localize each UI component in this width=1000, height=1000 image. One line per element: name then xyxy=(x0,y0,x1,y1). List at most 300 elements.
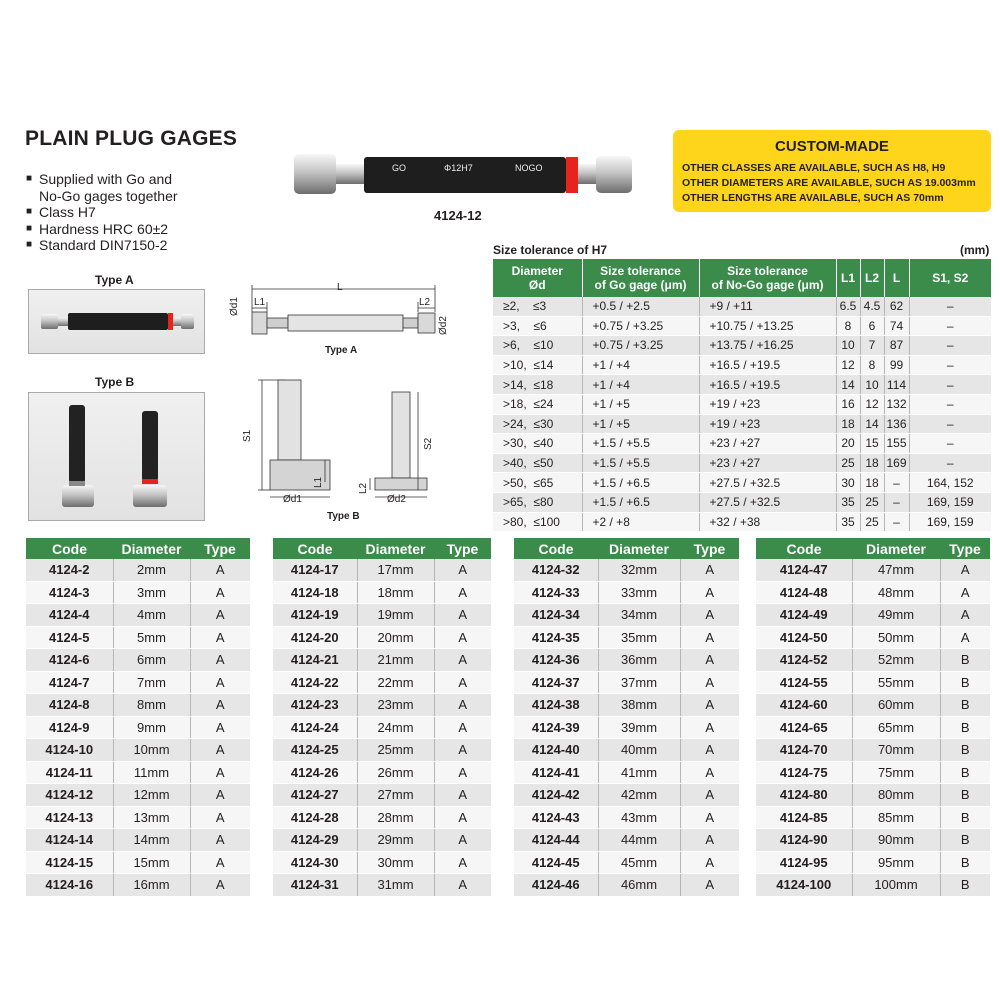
cell-code: 4124-27 xyxy=(273,784,357,807)
cell-diameter: 17mm xyxy=(357,559,434,581)
header-code: Code xyxy=(756,538,852,559)
cell-type: B xyxy=(940,716,990,739)
tolerance-cell-d: ≥2, ≤3 xyxy=(493,297,582,316)
cell-type: A xyxy=(680,649,739,672)
tolerance-row xyxy=(493,375,991,395)
cell-diameter: 55mm xyxy=(852,671,940,694)
tolerance-row xyxy=(493,394,991,414)
cell-code: 4124-8 xyxy=(26,694,113,717)
cell-code: 4124-7 xyxy=(26,671,113,694)
table-row xyxy=(26,581,250,604)
cell-code: 4124-11 xyxy=(26,761,113,784)
bullet-icon: ■ xyxy=(26,206,33,217)
dim-s2-label: S2 xyxy=(423,437,434,450)
cell-diameter: 12mm xyxy=(113,784,190,807)
tolerance-cell-l1: 30 xyxy=(836,473,860,493)
type-b-drawing-caption: Type B xyxy=(327,511,360,522)
tolerance-cell-l1: 18 xyxy=(836,414,860,434)
cell-diameter: 3mm xyxy=(113,581,190,604)
cell-type: B xyxy=(940,671,990,694)
cell-type: B xyxy=(940,784,990,807)
table-row xyxy=(26,559,250,581)
cell-type: A xyxy=(680,581,739,604)
cell-code: 4124-17 xyxy=(273,559,357,581)
table-row xyxy=(756,649,990,672)
tolerance-cell-l: 114 xyxy=(884,375,909,395)
cell-type: A xyxy=(190,716,250,739)
cell-diameter: 18mm xyxy=(357,581,434,604)
tolerance-cell-l1: 10 xyxy=(836,336,860,356)
cell-type: A xyxy=(434,694,491,717)
cell-code: 4124-16 xyxy=(26,874,113,897)
table-row xyxy=(514,851,739,874)
cell-diameter: 15mm xyxy=(113,851,190,874)
cell-diameter: 46mm xyxy=(598,874,680,897)
table-row xyxy=(756,806,990,829)
tolerance-row xyxy=(493,512,991,532)
tolerance-cell-l2: 7 xyxy=(860,336,884,356)
type-b-photo xyxy=(28,392,205,521)
dim-l2-label: L2 xyxy=(419,297,431,308)
cell-diameter: 85mm xyxy=(852,806,940,829)
tolerance-cell-s: – xyxy=(909,453,991,473)
table-row xyxy=(26,761,250,784)
cell-code: 4124-52 xyxy=(756,649,852,672)
tolerance-cell-s: – xyxy=(909,375,991,395)
table-row xyxy=(273,649,491,672)
cell-diameter: 52mm xyxy=(852,649,940,672)
cell-type: A xyxy=(190,806,250,829)
tolerance-row xyxy=(493,473,991,493)
type-b-drawing xyxy=(240,370,450,520)
table-row xyxy=(26,649,250,672)
tolerance-table xyxy=(493,259,991,532)
cell-diameter: 28mm xyxy=(357,806,434,829)
tolerance-cell-d: >80, ≤100 xyxy=(493,512,582,532)
cell-type: A xyxy=(680,851,739,874)
tolerance-cell-d: >18, ≤24 xyxy=(493,394,582,414)
custom-made-box xyxy=(673,130,991,212)
tolerance-cell-go: +1 / +5 xyxy=(582,394,699,414)
cell-code: 4124-37 xyxy=(514,671,598,694)
table-row xyxy=(514,626,739,649)
tolerance-cell-l1: 25 xyxy=(836,453,860,473)
table-row xyxy=(273,806,491,829)
cell-type: A xyxy=(940,581,990,604)
cell-diameter: 29mm xyxy=(357,829,434,852)
tolerance-cell-l2: 10 xyxy=(860,375,884,395)
cell-diameter: 70mm xyxy=(852,739,940,762)
size-mark: Φ12H7 xyxy=(444,163,473,173)
cell-diameter: 21mm xyxy=(357,649,434,672)
header-type: Type xyxy=(940,538,990,559)
cell-diameter: 22mm xyxy=(357,671,434,694)
feature-item: ■ Class H7 xyxy=(26,204,96,220)
cell-type: A xyxy=(434,739,491,762)
tolerance-cell-l: 155 xyxy=(884,434,909,454)
cell-type: A xyxy=(680,739,739,762)
bullet-icon: ■ xyxy=(26,239,33,250)
cell-code: 4124-55 xyxy=(756,671,852,694)
table-row xyxy=(273,581,491,604)
header-diameter: Diameter xyxy=(113,538,190,559)
cell-code: 4124-34 xyxy=(514,604,598,627)
cell-diameter: 7mm xyxy=(113,671,190,694)
tolerance-row xyxy=(493,316,991,336)
cell-diameter: 50mm xyxy=(852,626,940,649)
tolerance-cell-l: 132 xyxy=(884,394,909,414)
cell-code: 4124-9 xyxy=(26,716,113,739)
table-row xyxy=(273,761,491,784)
cell-type: A xyxy=(190,851,250,874)
table-row xyxy=(273,874,491,897)
cell-code: 4124-12 xyxy=(26,784,113,807)
cell-type: A xyxy=(680,874,739,897)
cell-diameter: 31mm xyxy=(357,874,434,897)
cell-code: 4124-75 xyxy=(756,761,852,784)
cell-type: A xyxy=(680,604,739,627)
cell-type: A xyxy=(434,559,491,581)
tolerance-caption: Size tolerance of H7 xyxy=(493,243,608,257)
header-diameter: Diameter Ød xyxy=(493,259,582,297)
cell-diameter: 39mm xyxy=(598,716,680,739)
tolerance-cell-l: 99 xyxy=(884,355,909,375)
cell-code: 4124-21 xyxy=(273,649,357,672)
go-mark: GO xyxy=(392,163,407,173)
cell-code: 4124-85 xyxy=(756,806,852,829)
tolerance-cell-s: – xyxy=(909,434,991,454)
cell-code: 4124-47 xyxy=(756,559,852,581)
cell-type: A xyxy=(434,604,491,627)
cell-type: A xyxy=(680,626,739,649)
table-row xyxy=(514,694,739,717)
tolerance-cell-l1: 14 xyxy=(836,375,860,395)
cell-type: A xyxy=(190,761,250,784)
cell-diameter: 19mm xyxy=(357,604,434,627)
tolerance-cell-l2: 18 xyxy=(860,473,884,493)
table-row xyxy=(514,784,739,807)
cell-code: 4124-65 xyxy=(756,716,852,739)
header-l1: L1 xyxy=(836,259,860,297)
cell-diameter: 26mm xyxy=(357,761,434,784)
feature-list xyxy=(26,171,178,254)
tolerance-cell-l2: 15 xyxy=(860,434,884,454)
header-nogo-tolerance: Size tolerance of No-Go gage (μm) xyxy=(699,259,836,297)
tolerance-cell-l1: 12 xyxy=(836,355,860,375)
tolerance-cell-go: +0.5 / +2.5 xyxy=(582,297,699,316)
table-row xyxy=(273,559,491,581)
tolerance-cell-d: >65, ≤80 xyxy=(493,492,582,512)
cell-diameter: 4mm xyxy=(113,604,190,627)
cell-diameter: 11mm xyxy=(113,761,190,784)
custom-line: OTHER CLASSES ARE AVAILABLE, SUCH AS H8, H9 xyxy=(682,162,946,174)
cell-type: A xyxy=(190,559,250,581)
cell-type: A xyxy=(190,649,250,672)
table-row xyxy=(756,761,990,784)
product-code: 4124-12 xyxy=(434,208,482,223)
cell-type: A xyxy=(940,604,990,627)
cell-code: 4124-30 xyxy=(273,851,357,874)
cell-diameter: 38mm xyxy=(598,694,680,717)
table-row xyxy=(514,604,739,627)
cell-type: A xyxy=(434,649,491,672)
table-row xyxy=(514,559,739,581)
tolerance-cell-nogo: +32 / +38 xyxy=(699,512,836,532)
cell-diameter: 40mm xyxy=(598,739,680,762)
table-row xyxy=(756,716,990,739)
tolerance-cell-s: – xyxy=(909,336,991,356)
cell-code: 4124-3 xyxy=(26,581,113,604)
cell-code: 4124-5 xyxy=(26,626,113,649)
table-row xyxy=(756,626,990,649)
tolerance-row xyxy=(493,492,991,512)
tolerance-cell-d: >3, ≤6 xyxy=(493,316,582,336)
tolerance-cell-nogo: +16.5 / +19.5 xyxy=(699,375,836,395)
dim-b-l1-label: L1 xyxy=(313,476,324,488)
cell-type: A xyxy=(680,559,739,581)
cell-diameter: 60mm xyxy=(852,694,940,717)
tolerance-cell-l2: 14 xyxy=(860,414,884,434)
table-row xyxy=(756,581,990,604)
cell-diameter: 30mm xyxy=(357,851,434,874)
cell-code: 4124-49 xyxy=(756,604,852,627)
cell-diameter: 13mm xyxy=(113,806,190,829)
table-row xyxy=(273,739,491,762)
tolerance-cell-l1: 16 xyxy=(836,394,860,414)
table-row xyxy=(756,851,990,874)
cell-type: A xyxy=(190,581,250,604)
dim-b-l2-label: L2 xyxy=(358,482,369,494)
header-code: Code xyxy=(26,538,113,559)
cell-type: A xyxy=(434,716,491,739)
cell-diameter: 49mm xyxy=(852,604,940,627)
cell-diameter: 16mm xyxy=(113,874,190,897)
cell-code: 4124-24 xyxy=(273,716,357,739)
tolerance-cell-l2: 25 xyxy=(860,492,884,512)
table-row xyxy=(26,739,250,762)
cell-code: 4124-26 xyxy=(273,761,357,784)
table-row xyxy=(514,739,739,762)
tolerance-cell-l2: 4.5 xyxy=(860,297,884,316)
cell-type: A xyxy=(434,806,491,829)
cell-type: A xyxy=(680,716,739,739)
cell-code: 4124-25 xyxy=(273,739,357,762)
tolerance-cell-go: +2 / +8 xyxy=(582,512,699,532)
table-row xyxy=(26,604,250,627)
table-row xyxy=(26,851,250,874)
table-row xyxy=(514,874,739,897)
product-image xyxy=(290,150,635,200)
tolerance-cell-nogo: +10.75 / +13.25 xyxy=(699,316,836,336)
cell-diameter: 23mm xyxy=(357,694,434,717)
tolerance-cell-l2: 12 xyxy=(860,394,884,414)
tolerance-cell-l: – xyxy=(884,492,909,512)
table-row xyxy=(756,739,990,762)
tolerance-cell-l2: 18 xyxy=(860,453,884,473)
cell-diameter: 25mm xyxy=(357,739,434,762)
cell-type: B xyxy=(940,851,990,874)
code-table-3 xyxy=(514,538,739,897)
cell-diameter: 14mm xyxy=(113,829,190,852)
cell-type: A xyxy=(434,626,491,649)
tolerance-cell-nogo: +23 / +27 xyxy=(699,434,836,454)
feature-item: ■ Supplied with Go and xyxy=(26,171,173,187)
type-a-drawing-caption: Type A xyxy=(325,345,358,356)
tolerance-cell-go: +0.75 / +3.25 xyxy=(582,336,699,356)
tolerance-cell-go: +0.75 / +3.25 xyxy=(582,316,699,336)
cell-type: A xyxy=(190,694,250,717)
cell-type: A xyxy=(190,829,250,852)
cell-code: 4124-36 xyxy=(514,649,598,672)
tolerance-cell-s: 169, 159 xyxy=(909,492,991,512)
table-row xyxy=(514,649,739,672)
table-row xyxy=(273,829,491,852)
cell-code: 4124-14 xyxy=(26,829,113,852)
cell-diameter: 8mm xyxy=(113,694,190,717)
cell-diameter: 43mm xyxy=(598,806,680,829)
header-diameter: Diameter xyxy=(598,538,680,559)
table-row xyxy=(514,761,739,784)
cell-diameter: 10mm xyxy=(113,739,190,762)
dim-l1-label: L1 xyxy=(254,297,266,308)
tolerance-row xyxy=(493,297,991,316)
cell-diameter: 65mm xyxy=(852,716,940,739)
tolerance-row xyxy=(493,355,991,375)
cell-type: B xyxy=(940,874,990,897)
table-row xyxy=(514,716,739,739)
cell-type: A xyxy=(434,851,491,874)
cell-code: 4124-100 xyxy=(756,874,852,897)
tolerance-cell-nogo: +27.5 / +32.5 xyxy=(699,492,836,512)
cell-code: 4124-33 xyxy=(514,581,598,604)
tolerance-cell-l1: 8 xyxy=(836,316,860,336)
cell-type: A xyxy=(190,604,250,627)
cell-type: B xyxy=(940,694,990,717)
tolerance-cell-s: – xyxy=(909,355,991,375)
header-s: S1, S2 xyxy=(909,259,991,297)
type-a-photo xyxy=(28,289,205,354)
code-table-4 xyxy=(756,538,990,897)
cell-code: 4124-2 xyxy=(26,559,113,581)
table-row xyxy=(514,829,739,852)
cell-diameter: 48mm xyxy=(852,581,940,604)
cell-code: 4124-18 xyxy=(273,581,357,604)
tolerance-cell-d: >14, ≤18 xyxy=(493,375,582,395)
cell-code: 4124-90 xyxy=(756,829,852,852)
dim-d1-label: Ød1 xyxy=(229,297,240,316)
table-row xyxy=(756,559,990,581)
cell-diameter: 45mm xyxy=(598,851,680,874)
tolerance-cell-d: >50, ≤65 xyxy=(493,473,582,493)
header-diameter: Diameter xyxy=(852,538,940,559)
dim-b-d1-label: Ød1 xyxy=(283,494,302,505)
tolerance-cell-s: – xyxy=(909,414,991,434)
cell-code: 4124-10 xyxy=(26,739,113,762)
table-row xyxy=(273,626,491,649)
tolerance-cell-nogo: +16.5 / +19.5 xyxy=(699,355,836,375)
code-table-2 xyxy=(273,538,491,897)
cell-type: B xyxy=(940,739,990,762)
tolerance-cell-l: 136 xyxy=(884,414,909,434)
header-type: Type xyxy=(680,538,739,559)
cell-code: 4124-50 xyxy=(756,626,852,649)
tolerance-cell-l1: 35 xyxy=(836,512,860,532)
cell-code: 4124-95 xyxy=(756,851,852,874)
dim-b-d2-label: Ød2 xyxy=(387,494,406,505)
cell-code: 4124-31 xyxy=(273,874,357,897)
table-row xyxy=(514,581,739,604)
tolerance-cell-l: – xyxy=(884,512,909,532)
cell-type: B xyxy=(940,761,990,784)
custom-line: OTHER LENGTHS ARE AVAILABLE, SUCH AS 70mm xyxy=(682,192,944,204)
table-row xyxy=(756,671,990,694)
feature-item: No-Go gages together xyxy=(39,187,178,204)
cell-type: A xyxy=(680,694,739,717)
cell-code: 4124-28 xyxy=(273,806,357,829)
cell-type: A xyxy=(680,761,739,784)
cell-code: 4124-45 xyxy=(514,851,598,874)
header-type: Type xyxy=(190,538,250,559)
cell-code: 4124-46 xyxy=(514,874,598,897)
cell-code: 4124-41 xyxy=(514,761,598,784)
tolerance-cell-nogo: +19 / +23 xyxy=(699,414,836,434)
table-row xyxy=(26,671,250,694)
cell-diameter: 20mm xyxy=(357,626,434,649)
tolerance-cell-go: +1.5 / +6.5 xyxy=(582,473,699,493)
tolerance-cell-go: +1.5 / +5.5 xyxy=(582,434,699,454)
dim-l-label: L xyxy=(337,282,343,293)
cell-code: 4124-38 xyxy=(514,694,598,717)
cell-code: 4124-19 xyxy=(273,604,357,627)
cell-type: B xyxy=(940,806,990,829)
cell-type: A xyxy=(434,874,491,897)
header-code: Code xyxy=(273,538,357,559)
cell-type: B xyxy=(940,649,990,672)
tolerance-cell-nogo: +23 / +27 xyxy=(699,453,836,473)
tolerance-cell-go: +1.5 / +5.5 xyxy=(582,453,699,473)
cell-code: 4124-6 xyxy=(26,649,113,672)
tolerance-cell-d: >6, ≤10 xyxy=(493,336,582,356)
table-row xyxy=(26,806,250,829)
tolerance-unit: (mm) xyxy=(960,243,990,257)
cell-type: A xyxy=(434,761,491,784)
tolerance-cell-nogo: +27.5 / +32.5 xyxy=(699,473,836,493)
type-a-caption: Type A xyxy=(95,273,134,287)
cell-diameter: 9mm xyxy=(113,716,190,739)
cell-diameter: 100mm xyxy=(852,874,940,897)
tolerance-cell-l: 74 xyxy=(884,316,909,336)
tolerance-cell-l1: 6.5 xyxy=(836,297,860,316)
cell-code: 4124-80 xyxy=(756,784,852,807)
cell-type: A xyxy=(434,581,491,604)
custom-line: OTHER DIAMETERS ARE AVAILABLE, SUCH AS 19.003mm xyxy=(682,177,976,189)
cell-type: A xyxy=(434,671,491,694)
cell-type: A xyxy=(190,739,250,762)
cell-type: A xyxy=(190,626,250,649)
dim-s1-label: S1 xyxy=(242,429,253,442)
cell-type: A xyxy=(190,874,250,897)
tolerance-cell-nogo: +9 / +11 xyxy=(699,297,836,316)
cell-code: 4124-48 xyxy=(756,581,852,604)
tolerance-cell-go: +1 / +4 xyxy=(582,375,699,395)
cell-diameter: 47mm xyxy=(852,559,940,581)
cell-diameter: 27mm xyxy=(357,784,434,807)
header-go-tolerance: Size tolerance of Go gage (μm) xyxy=(582,259,699,297)
table-row xyxy=(514,671,739,694)
table-row xyxy=(273,671,491,694)
tolerance-cell-l1: 20 xyxy=(836,434,860,454)
cell-code: 4124-44 xyxy=(514,829,598,852)
